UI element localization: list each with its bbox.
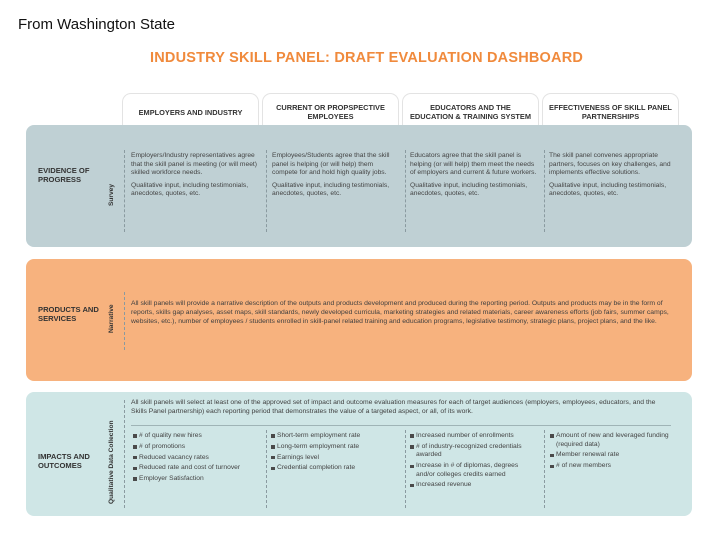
source-caption: From Washington State (18, 16, 176, 33)
measure-item: Employer Satisfaction (133, 475, 261, 484)
divider (544, 150, 545, 232)
row-label-products: PRODUCTS AND SERVICES (38, 305, 99, 324)
divider (131, 425, 671, 426)
divider (266, 150, 267, 232)
measure-item: # of industry-recognized credentials awarded (410, 443, 538, 460)
evidence-statement: The skill panel convenes appropriate partners, focuses on key challenges, and implements effective solutions. (549, 152, 671, 177)
measure-item: Increase in # of diplomas, degrees and/or colleges credits earned (410, 462, 538, 479)
evidence-statement: Employees/Students agree that the skill panel is helping (or will help) them compete for and hold high quality jobs. (272, 152, 390, 177)
column-header-label: EFFECTIVENESS OF SKILL PANEL PARTNERSHIPS (549, 103, 672, 121)
measure-item: Credential completion rate (271, 464, 401, 473)
column-header-label: EMPLOYERS AND INDUSTRY (138, 107, 243, 117)
measure-item: # of promotions (133, 443, 261, 452)
impacts-list-partnerships (550, 432, 678, 473)
evidence-note: Qualitative input, including testimonials, anecdotes, quotes, etc. (272, 181, 390, 198)
evidence-note: Qualitative input, including testimonials, anecdotes, quotes, etc. (410, 181, 528, 198)
evidence-note: Qualitative input, including testimonials, anecdotes, quotes, etc. (549, 181, 667, 198)
evidence-cell-educators (410, 152, 538, 203)
column-header-label: EDUCATORS AND THE EDUCATION & TRAINING SYSTEM (410, 103, 531, 121)
divider (124, 150, 125, 232)
divider (405, 150, 406, 232)
evidence-cell-employers (131, 152, 259, 203)
column-header-label: CURRENT OR PROPSPECTIVE EMPLOYEES (276, 103, 385, 121)
evidence-cell-employees (272, 152, 400, 203)
measure-item: # of new members (550, 462, 678, 471)
measure-item: Amount of new and leveraged funding (required data) (550, 432, 678, 449)
measure-item: Reduced rate and cost of turnover (133, 464, 261, 473)
method-survey: Survey (108, 184, 115, 206)
dashboard-title: INDUSTRY SKILL PANEL: DRAFT EVALUATION DASHBOARD (150, 50, 584, 66)
impacts-list-employees (271, 432, 401, 475)
divider (124, 292, 125, 350)
measure-item: Earnings level (271, 454, 401, 463)
measure-item: Long-term employment rate (271, 443, 401, 452)
impacts-list-employers (133, 432, 261, 486)
method-narrative: Narrative (108, 304, 115, 333)
evidence-statement: Employers/Industry representatives agree that the skill panel is meeting (or will meet) skilled workforce needs. (131, 152, 257, 177)
divider (266, 430, 267, 508)
impacts-intro: All skill panels will select at least one of the approved set of impact and outcome evaluation measures for each of target audiences (employers, employees, educators, and the Skills Panel partnership) each reporting period that demonstrates the value of a targeted aspect, or all, of its work. (131, 399, 656, 415)
measure-item: Increased revenue (410, 481, 538, 490)
divider (124, 400, 125, 508)
evidence-note: Qualitative input, including testimonials, anecdotes, quotes, etc. (131, 181, 249, 198)
measure-item: Increased number of enrollments (410, 432, 538, 441)
measure-item: Short-term employment rate (271, 432, 401, 441)
measure-item: # of quality new hires (133, 432, 261, 441)
row-label-evidence: EVIDENCE OF PROGRESS (38, 166, 90, 185)
measure-item: Member renewal rate (550, 451, 678, 460)
divider (405, 430, 406, 508)
evidence-statement: Educators agree that the skill panel is helping (or will help) them meet the needs of employers and current & future workers. (410, 152, 537, 177)
divider (544, 430, 545, 508)
method-qualitative-data-collection: Qualitative Data Collection (108, 420, 115, 504)
products-description: All skill panels will provide a narrative description of the outputs and products development and produced during the reporting period. Outputs and products may be in the form of reports, skills gap analyses, asset maps, skill standards, newly developed curricula, marketing strategies and related materials, career awareness efforts (job fairs, summer camps, websites, etc.), number of employees / students enrolled in skill-panel related training and education programs, legislative testimony, strategic plans, project plans, and the like. (131, 300, 669, 325)
row-label-impacts: IMPACTS AND OUTCOMES (38, 452, 90, 471)
measure-item: Reduced vacancy rates (133, 454, 261, 463)
impacts-list-educators (410, 432, 538, 492)
evidence-cell-partnerships (549, 152, 679, 203)
